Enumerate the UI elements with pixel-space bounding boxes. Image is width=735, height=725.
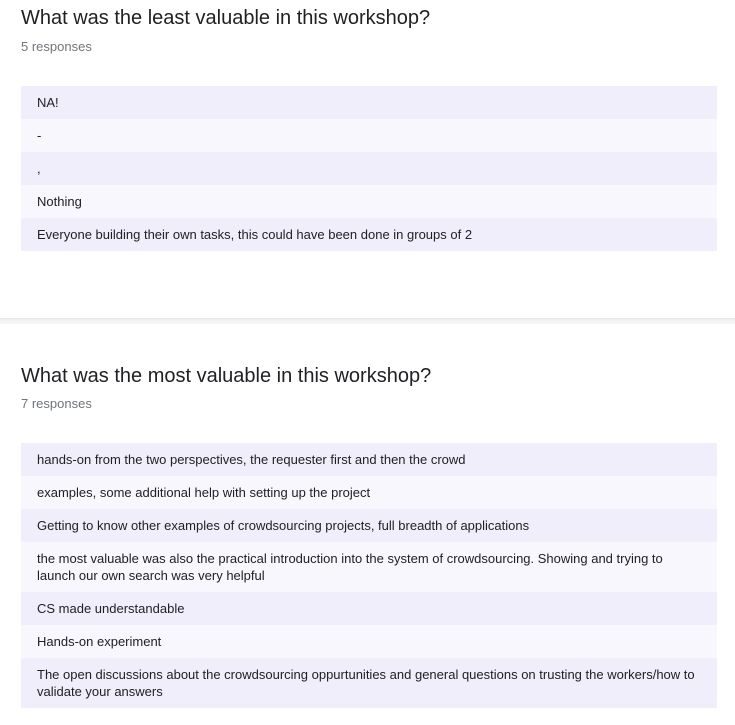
response-list — [21, 86, 717, 251]
response-item: hands-on from the two perspectives, the requester first and then the crowd — [21, 443, 717, 476]
question-card-most-valuable — [0, 324, 735, 725]
response-item: Getting to know other examples of crowdsourcing projects, full breadth of applications — [21, 509, 717, 542]
question-title: What was the most valuable in this workshop? — [21, 365, 432, 387]
response-item: - — [21, 119, 717, 152]
response-item: , — [21, 152, 717, 185]
response-item: examples, some additional help with setting up the project — [21, 476, 717, 509]
response-count: 5 responses — [21, 39, 92, 54]
response-item: the most valuable was also the practical introduction into the system of crowdsourcing. Showing and trying to launch our own search was very helpful — [21, 542, 717, 592]
response-list — [21, 443, 717, 708]
response-item: Hands-on experiment — [21, 625, 717, 658]
question-title: What was the least valuable in this workshop? — [21, 7, 431, 29]
response-item: Everyone building their own tasks, this could have been done in groups of 2 — [21, 218, 717, 251]
response-item: NA! — [21, 86, 717, 119]
question-card-least-valuable — [0, 0, 735, 318]
response-item: The open discussions about the crowdsourcing oppurtunities and general questions on trusting the workers/how to validate your answers — [21, 658, 717, 708]
response-item: CS made understandable — [21, 592, 717, 625]
response-count: 7 responses — [21, 396, 92, 411]
response-item: Nothing — [21, 185, 717, 218]
